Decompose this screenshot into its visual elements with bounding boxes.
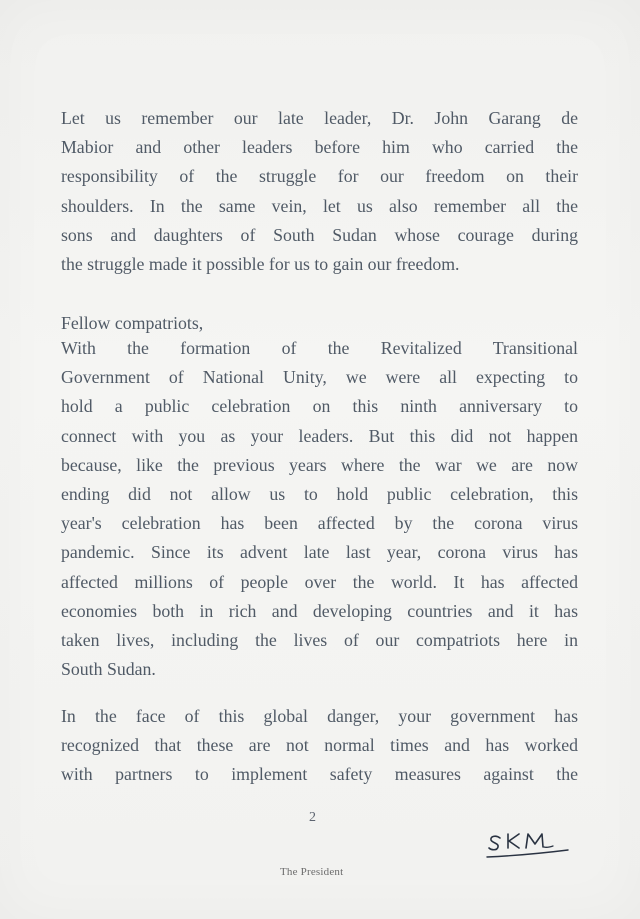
- text-line: Government of National Unity, we were all expecting to: [61, 367, 578, 388]
- text-line: shoulders. In the same vein, let us also remember all the: [61, 195, 578, 216]
- footer-title: The President: [280, 866, 344, 878]
- text-line: the struggle made it possible for us to gain our freedom.: [61, 253, 460, 274]
- text-line: with partners to implement safety measures against the: [61, 764, 578, 785]
- text-line: taken lives, including the lives of our compatriots here in: [61, 629, 578, 650]
- text-line: In the face of this global danger, your government has: [61, 706, 578, 726]
- text-line: recognized that these are not normal times and has worked: [61, 735, 578, 756]
- signature: [484, 826, 574, 862]
- paragraph-celebration: [61, 334, 578, 684]
- text-line: Let us remember our late leader, Dr. John Garang de: [61, 108, 578, 128]
- paragraph-global-danger: [61, 702, 578, 790]
- text-line: pandemic. Since its advent late last year, corona virus has: [61, 542, 578, 563]
- text-line: With the formation of the Revitalized Transitional: [61, 338, 578, 358]
- page-number: 2: [309, 810, 316, 825]
- text-line: hold a public celebration on this ninth anniversary to: [61, 396, 578, 417]
- text-line: South Sudan.: [61, 659, 156, 680]
- text-line: because, like the previous years where the war we are now: [61, 454, 578, 475]
- text-line: ending did not allow us to hold public celebration, this: [61, 483, 578, 504]
- paragraph-remembrance: [61, 104, 578, 279]
- text-line: connect with you as your leaders. But this did not happen: [61, 425, 578, 446]
- text-line: responsibility of the struggle for our freedom on their: [61, 166, 578, 187]
- text-line: year's celebration has been affected by the corona virus: [61, 513, 578, 534]
- text-line: sons and daughters of South Sudan whose courage during: [61, 224, 578, 245]
- text-line: Mabior and other leaders before him who carried the: [61, 137, 578, 158]
- salutation-text: Fellow compatriots,: [61, 313, 204, 333]
- text-line: affected millions of people over the world. It has affected: [61, 571, 578, 592]
- text-line: economies both in rich and developing countries and it has: [61, 600, 578, 621]
